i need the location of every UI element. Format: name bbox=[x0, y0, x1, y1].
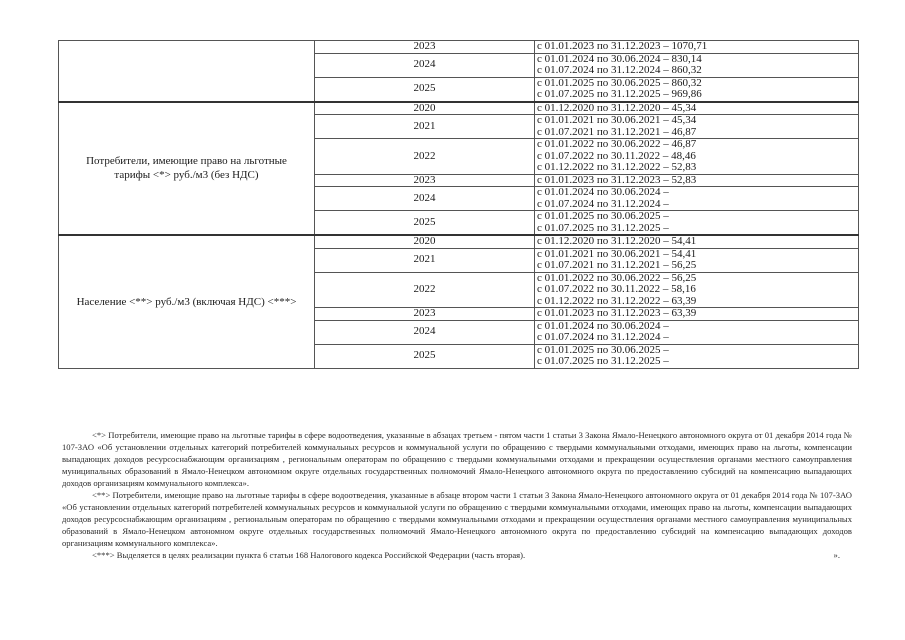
tariff-table bbox=[58, 40, 859, 369]
tariff-line: с 01.07.2025 по 31.12.2025 – bbox=[537, 221, 669, 234]
tariff-line: с 01.07.2021 по 31.12.2021 – 46,87 bbox=[537, 125, 697, 138]
tariff-cell bbox=[535, 174, 859, 187]
footnote-3-text: <***> Выделяется в целях реализации пункта 6 статьи 168 Налогового кодекса Российской Федерации (часть вторая). bbox=[92, 550, 526, 560]
category-cell bbox=[59, 41, 315, 102]
tariff-line: с 01.01.2023 по 31.12.2023 – 52,83 bbox=[537, 173, 697, 186]
tariff-cell bbox=[535, 139, 859, 175]
tariff-line: с 01.01.2024 по 30.06.2024 – 830,14 bbox=[537, 52, 702, 65]
tariff-line: с 01.07.2022 по 30.11.2022 – 58,16 bbox=[537, 283, 696, 295]
tariff-line: с 01.01.2023 по 31.12.2023 – 63,39 bbox=[537, 307, 697, 319]
tariff-line: с 01.12.2020 по 31.12.2020 – 45,34 bbox=[537, 101, 697, 114]
year-cell: 2022 bbox=[315, 272, 535, 308]
tariff-line: с 01.01.2025 по 30.06.2025 – bbox=[537, 343, 669, 356]
tariff-line: с 01.01.2024 по 30.06.2024 – bbox=[537, 186, 669, 198]
year-cell: 2025 bbox=[315, 211, 535, 236]
tariff-line: с 01.07.2025 по 31.12.2025 – 969,86 bbox=[537, 88, 702, 100]
tariff-cell bbox=[535, 77, 859, 102]
tariff-cell bbox=[535, 272, 859, 308]
tariff-cell bbox=[535, 320, 859, 344]
tariff-cell bbox=[535, 41, 859, 54]
tariff-cell bbox=[535, 248, 859, 272]
year-cell: 2025 bbox=[315, 344, 535, 368]
tariff-cell bbox=[535, 235, 859, 248]
year-cell: 2021 bbox=[315, 115, 535, 139]
year-cell: 2020 bbox=[315, 235, 535, 248]
closing-quote: ». bbox=[833, 550, 840, 560]
table-row bbox=[59, 41, 859, 54]
tariff-line: с 01.01.2021 по 30.06.2021 – 45,34 bbox=[537, 114, 697, 126]
tariff-line: с 01.01.2022 по 30.06.2022 – 56,25 bbox=[537, 271, 697, 284]
tariff-line: с 01.01.2025 по 30.06.2025 – 860,32 bbox=[537, 76, 702, 89]
tariff-line: с 01.01.2025 по 30.06.2025 – bbox=[537, 210, 669, 222]
year-cell: 2021 bbox=[315, 248, 535, 272]
tariff-line: с 01.07.2021 по 31.12.2021 – 56,25 bbox=[537, 259, 697, 271]
tariff-cell bbox=[535, 115, 859, 139]
tariff-line: с 01.01.2022 по 30.06.2022 – 46,87 bbox=[537, 138, 697, 150]
tariff-line: с 01.07.2025 по 31.12.2025 – bbox=[537, 355, 669, 367]
year-cell: 2024 bbox=[315, 320, 535, 344]
tariff-cell bbox=[535, 187, 859, 211]
year-cell: 2025 bbox=[315, 77, 535, 102]
tariff-line: с 01.01.2021 по 30.06.2021 – 54,41 bbox=[537, 247, 697, 260]
year-cell: 2023 bbox=[315, 308, 535, 321]
year-cell: 2023 bbox=[315, 174, 535, 187]
table-row bbox=[59, 102, 859, 115]
tariff-line: с 01.01.2024 по 30.06.2024 – bbox=[537, 319, 669, 332]
tariff-cell bbox=[535, 344, 859, 368]
tariff-line: с 01.12.2022 по 31.12.2022 – 63,39 bbox=[537, 294, 697, 307]
category-cell: Потребители, имеющие право на льготные тарифы <*> руб./м3 (без НДС) bbox=[59, 102, 315, 236]
tariff-line: с 01.12.2020 по 31.12.2020 – 54,41 bbox=[537, 235, 697, 247]
year-cell: 2020 bbox=[315, 102, 535, 115]
tariff-cell bbox=[535, 53, 859, 77]
category-cell: Население <**> руб./м3 (включая НДС) <***> bbox=[59, 235, 315, 368]
footnote-2: <**> Потребители, имеющие право на льготные тарифы в сфере водоотведения, указанные в абзаце втором части 1 статьи 3 Закона Ямало-Ненецкого автономного округа от 01 декабря 2014 года № 107-ЗАО «Об установлении отдельных категорий потребителей коммунальных ресурсов и коммунальной услуги по обращению с твердыми коммунальными отходами, имеющих право на льготы, компенсации выпадающих доходов ресурсоснабжающим организациям , региональным операторам по обращению с твердыми коммунальными отходами и прекращении осуществления органами местного самоуправления муниципальных образований в Ямало-Ненецком автономном округе отдельных государственных полномочий Ямало-Ненецкого автономного округа по предоставлению субсидий на компенсацию выпадающих доходов организациям коммунального комплекса». bbox=[62, 490, 852, 548]
tariff-table-body bbox=[59, 41, 859, 369]
tariff-line: с 01.07.2022 по 30.11.2022 – 48,46 bbox=[537, 149, 696, 162]
year-cell: 2022 bbox=[315, 139, 535, 175]
footnote-3 bbox=[62, 549, 852, 561]
tariff-line: с 01.07.2024 по 31.12.2024 – bbox=[537, 197, 669, 210]
year-cell: 2024 bbox=[315, 53, 535, 77]
year-cell: 2023 bbox=[315, 41, 535, 54]
tariff-cell bbox=[535, 308, 859, 321]
year-cell: 2024 bbox=[315, 187, 535, 211]
tariff-line: с 01.07.2024 по 31.12.2024 – bbox=[537, 331, 669, 343]
tariff-line: с 01.01.2023 по 31.12.2023 – 1070,71 bbox=[537, 40, 708, 52]
tariff-line: с 01.12.2022 по 31.12.2022 – 52,83 bbox=[537, 161, 697, 173]
tariff-line: с 01.07.2024 по 31.12.2024 – 860,32 bbox=[537, 64, 702, 76]
tariff-cell bbox=[535, 102, 859, 115]
footnote-1: <*> Потребители, имеющие право на льготные тарифы в сфере водоотведения, указанные в абзацах третьем - пятом части 1 статьи 3 Закона Ямало-Ненецкого автономного округа от 01 декабря 2014 года № 107-ЗАО «Об установлении отдельных категорий потребителей коммунальных ресурсов и коммунальной услуги по обращению с твердыми коммунальными отходами, имеющих право на льготы, компенсации выпадающих доходов ресурсоснабжающим организациям , региональным операторам по обращению с твердыми коммунальными отходами и прекращении осуществления органами местного самоуправления муниципальных образований в Ямало-Ненецком автономном округе отдельных государственных полномочий Ямало-Ненецкого автономного округа по предоставлению субсидий на компенсацию выпадающих доходов организациям коммунального комплекса». bbox=[62, 430, 852, 488]
table-row bbox=[59, 235, 859, 248]
footnotes bbox=[62, 429, 852, 561]
tariff-cell bbox=[535, 211, 859, 236]
